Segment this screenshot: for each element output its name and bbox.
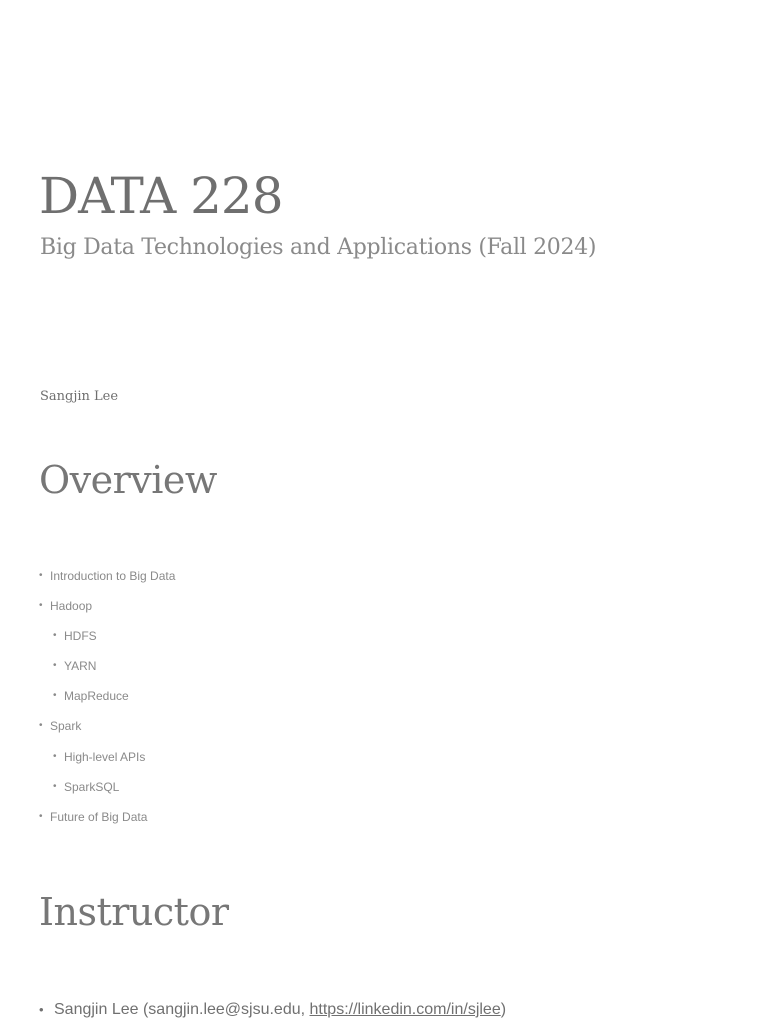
list-item: [39, 807, 175, 837]
list-item-label: YARN: [64, 659, 97, 674]
list-item-label: Hadoop: [50, 599, 93, 614]
list-item: [39, 656, 175, 686]
list-item-label: SparkSQL: [64, 779, 120, 794]
bullet-icon: •: [53, 630, 57, 642]
list-item-label: Spark: [50, 719, 82, 734]
list-item: [39, 716, 175, 746]
list-item: [39, 596, 175, 626]
bullet-icon: •: [39, 810, 43, 822]
instructor-contact-suffix: ): [500, 1001, 507, 1018]
bullet-icon: •: [39, 600, 43, 612]
bullet-icon: •: [39, 570, 43, 581]
instructor-contact: Sangjin Lee (sangjin.lee@sjsu.edu,: [54, 1001, 310, 1018]
bullet-icon: •: [53, 690, 57, 702]
course-subtitle: Big Data Technologies and Applications (Fall 2024): [40, 235, 597, 260]
bullet-icon: •: [53, 780, 57, 792]
linkedin-link[interactable]: https://linkedin.com/in/sjlee: [309, 1001, 501, 1018]
list-item-label: High-level APIs: [64, 749, 146, 764]
instructor-heading: Instructor: [39, 890, 229, 934]
list-item: [39, 998, 506, 1022]
list-item-label: Future of Big Data: [50, 809, 148, 824]
list-item-label: Introduction to Big Data: [50, 569, 176, 583]
overview-list: [39, 566, 175, 837]
overview-heading: Overview: [39, 458, 217, 502]
list-item: [39, 686, 175, 716]
bullet-icon: •: [53, 750, 57, 762]
list-item: [39, 747, 175, 777]
bullet-icon: •: [39, 1002, 44, 1017]
list-item-label: MapReduce: [64, 689, 129, 704]
instructor-list: [39, 998, 506, 1022]
list-item-label: HDFS: [64, 629, 97, 644]
list-item: [39, 566, 175, 596]
author-name: Sangjin Lee: [40, 389, 119, 404]
course-title: DATA 228: [39, 167, 283, 225]
bullet-icon: •: [53, 660, 57, 672]
list-item: [39, 626, 175, 656]
bullet-icon: •: [39, 720, 43, 732]
list-item: [39, 777, 175, 807]
